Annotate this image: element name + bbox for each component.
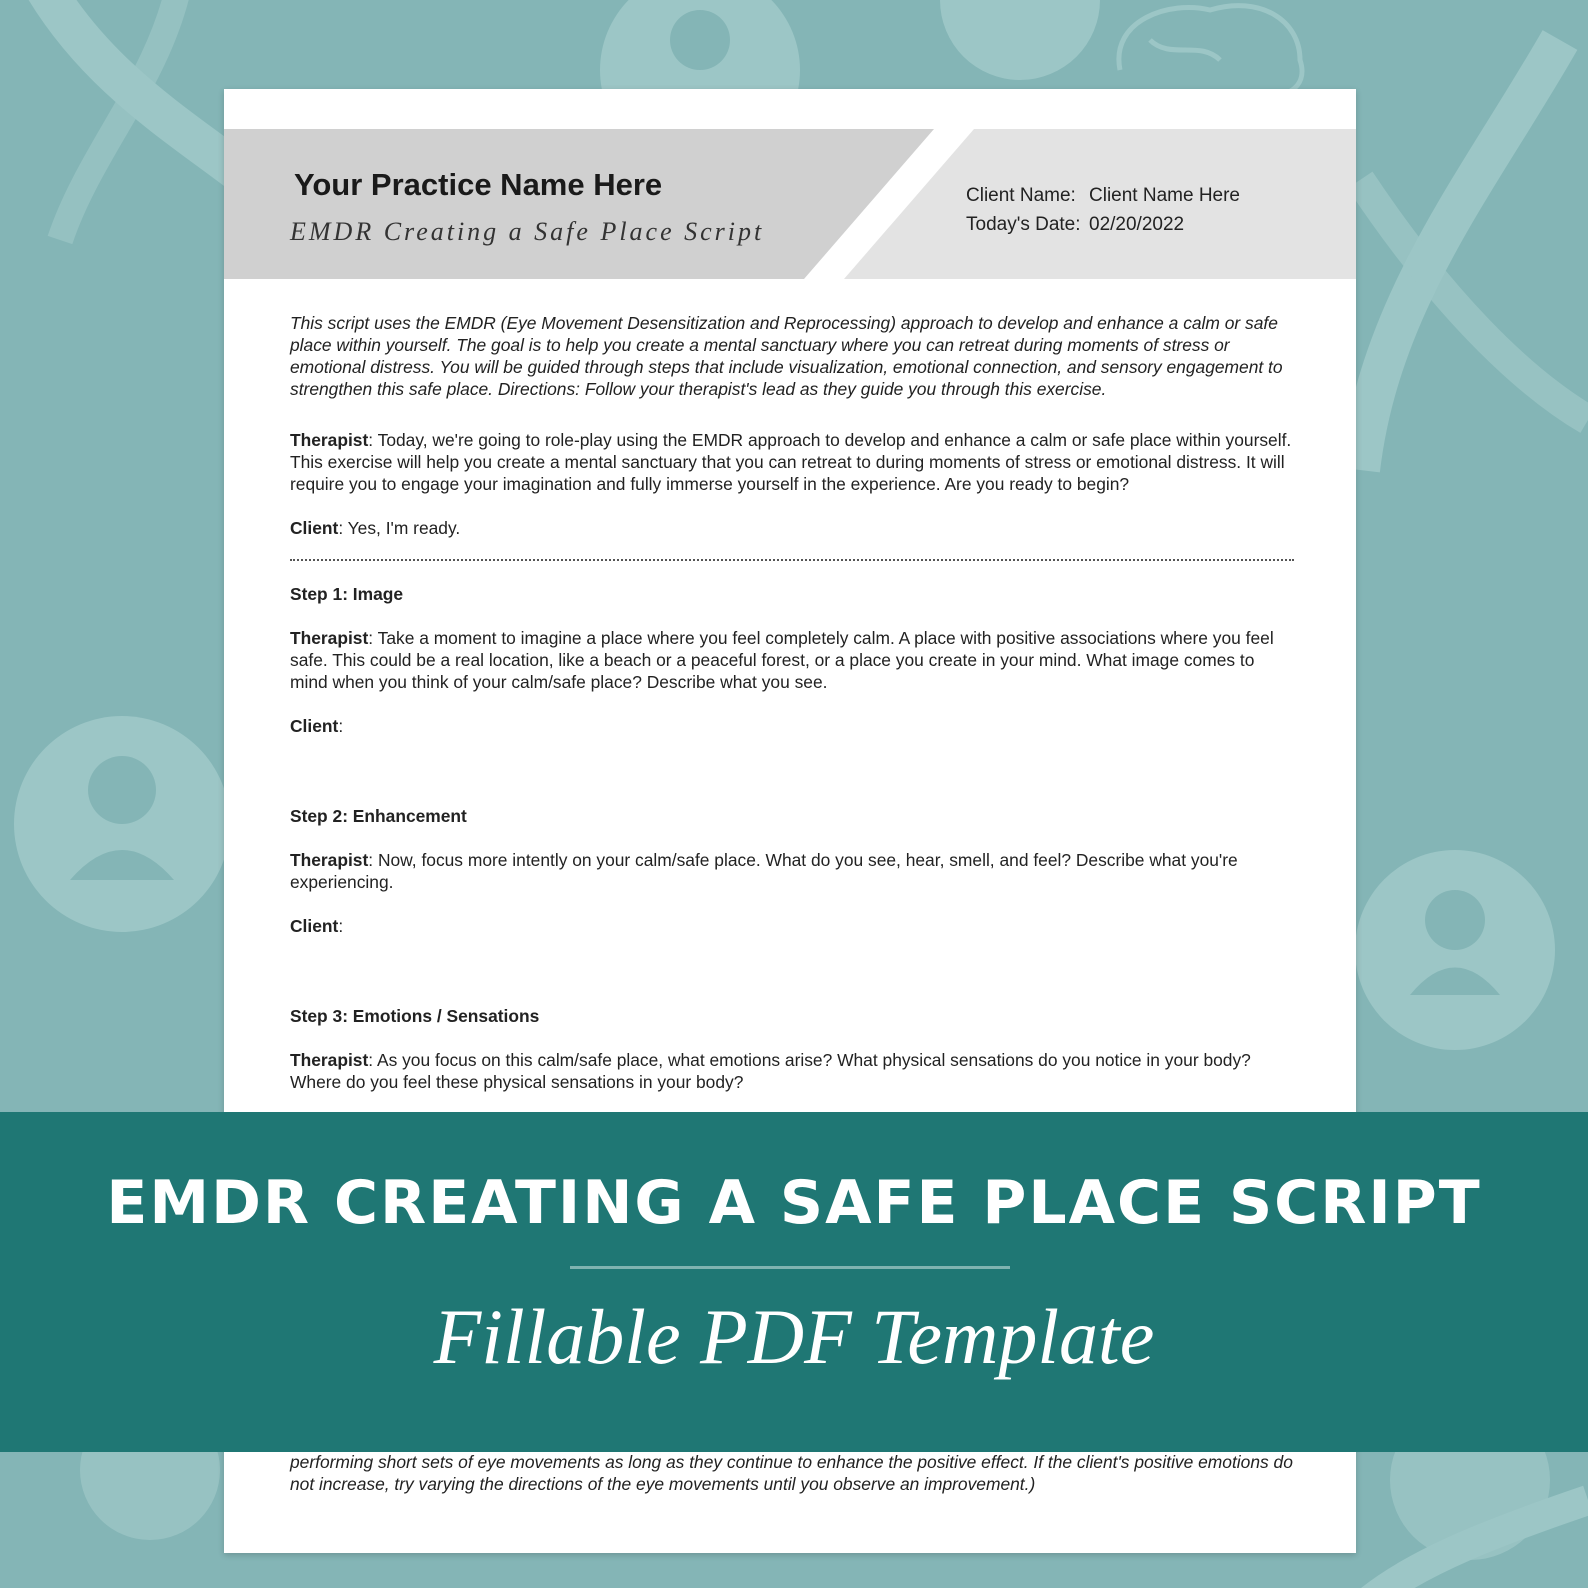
date-label: Today's Date: [966,214,1081,235]
date-field[interactable]: 02/20/2022 [1089,214,1185,235]
dotted-divider [290,559,1294,561]
banner-divider [570,1266,1010,1269]
opening-therapist [290,429,1294,495]
banner-title: EMDR CREATING A SAFE PLACE SCRIPT [106,1168,1482,1238]
speaker-label: Client [290,916,339,936]
step-therapist [290,849,1294,893]
client-name-label: Client Name: [966,185,1076,206]
dialogue-text: : As you focus on this calm/safe place, what emotions arise? What physical sensations do you notice in your body? Where do you feel these physical sensations in your body? [290,1050,1251,1092]
speaker-label: Therapist [290,850,369,870]
promo-banner [0,1112,1588,1452]
speaker-label: Therapist [290,628,369,648]
dialogue-text: : Take a moment to imagine a place where you feel completely calm. A place with positive associations where you feel safe. This could be a real location, like a beach or a peaceful forest, or a place you create in your mind. What image comes to mind when you think of your calm/safe place? Describe what you see. [290,628,1274,692]
step-therapist [290,627,1294,693]
step-title: Step 1: Image [290,584,404,604]
client-name-field[interactable]: Client Name Here [1089,185,1240,206]
dialogue-text: : Yes, I'm ready. [338,518,461,538]
dialogue-text: : Now, focus more intently on your calm/safe place. What do you see, hear, smell, and feel? Describe what you're experiencing. [290,850,1238,892]
step-therapist [290,1049,1294,1093]
client-response-field[interactable]: : [338,716,344,736]
step-title: Step 3: Emotions / Sensations [290,1006,540,1026]
document-header [224,89,1356,289]
practice-name: Your Practice Name Here [294,167,663,202]
document-subtitle: EMDR Creating a Safe Place Script [290,217,765,246]
speaker-label: Therapist [290,1050,369,1070]
speaker-label: Therapist [290,430,369,450]
opening-client [290,517,1294,539]
step-title: Step 2: Enhancement [290,806,467,826]
speaker-label: Client [290,716,339,736]
step-client[interactable] [290,915,1294,937]
step-client[interactable] [290,715,1294,737]
intro-paragraph: This script uses the EMDR (Eye Movement Desensitization and Reprocessing) approach to develop and enhance a calm or safe place within yourself. The goal is to help you create a mental sanctuary where you can retreat during moments of stress or emotional distress. You will be guided through steps that include visualization, emotional connection, and sensory engagement to strengthen this safe place. Directions: Follow your therapist's lead as they guide you through this exercise. [290,313,1283,399]
speaker-label: Client [290,518,339,538]
client-response-field[interactable]: : [338,916,344,936]
banner-subtitle: Fillable PDF Template [433,1293,1155,1380]
footer-note: performing short sets of eye movements as long as they continue to enhance the positive effect. If the client's positive emotions do not increase, try varying the directions of the eye movements until you observe an improvement.) [290,1452,1293,1494]
dialogue-text: : Today, we're going to role-play using the EMDR approach to develop and enhance a calm or safe place within yourself. This exercise will help you create a mental sanctuary that you can retreat to during moments of stress or emotional distress. It will require you to engage your imagination and fully immerse yourself in the experience. Are you ready to begin? [290,430,1292,494]
